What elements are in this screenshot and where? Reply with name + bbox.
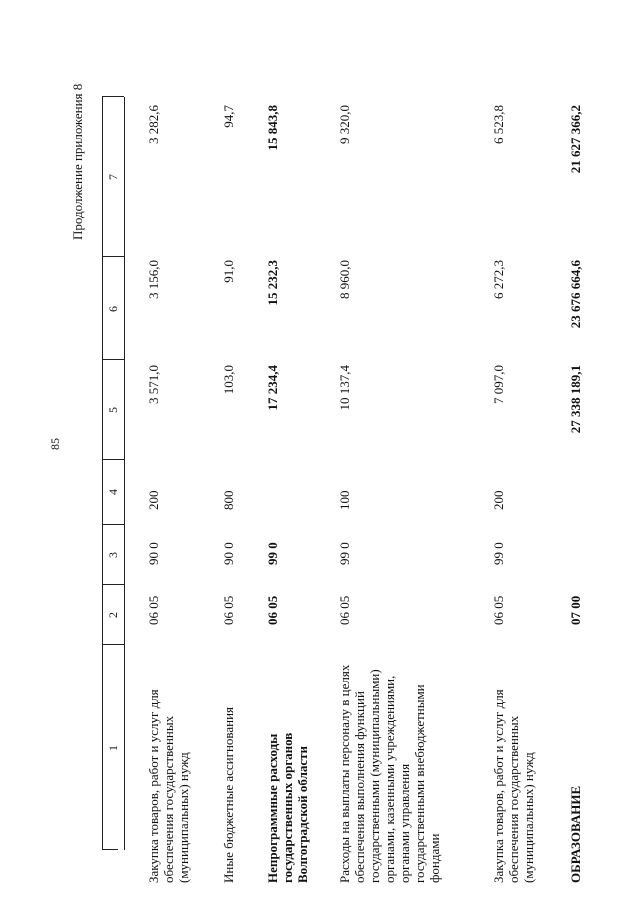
header-col-5: 5 — [106, 407, 120, 413]
column-divider — [102, 96, 124, 97]
row-section: 06 05 — [491, 595, 506, 625]
row-value-col6: 91,0 — [221, 260, 236, 283]
row-section: 06 05 — [221, 595, 236, 625]
row-name: Непрограммные расходы государственных органов Волгоградской области — [265, 732, 310, 883]
header-col-1: 1 — [106, 745, 120, 751]
row-target: 90 0 — [146, 542, 161, 565]
row-value-col7: 3 282,6 — [146, 105, 161, 144]
table-top-border — [102, 97, 103, 850]
row-name: Расходы на выплаты персоналу в целях обеспечения выполнения функций государственными (муниципальными) органами, казенными учреждениями, органами управления государственными внебюджетными фондами — [337, 664, 442, 883]
row-value-col7: 6 523,8 — [491, 105, 506, 144]
row-value-col7: 94,7 — [221, 105, 236, 128]
header-bottom-border — [124, 97, 125, 850]
column-divider — [102, 849, 118, 850]
row-value-col6: 15 232,3 — [265, 260, 280, 306]
row-section: 07 00 — [568, 595, 583, 625]
row-section: 06 05 — [146, 595, 161, 625]
header-col-3: 3 — [106, 552, 120, 558]
column-divider — [102, 459, 124, 460]
page-number: 85 — [48, 438, 62, 450]
continuation-label: Продолжение приложения 8 — [70, 83, 85, 240]
column-divider — [102, 644, 124, 645]
header-col-2: 2 — [106, 612, 120, 618]
row-value-col5: 3 571,0 — [146, 365, 161, 404]
row-kind: 800 — [221, 490, 236, 510]
header-col-7: 7 — [106, 174, 120, 180]
row-value-col7: 9 320,0 — [337, 105, 352, 144]
row-value-col5: 27 338 189,1 — [568, 365, 583, 434]
header-col-4: 4 — [106, 489, 120, 495]
row-target: 99 0 — [265, 542, 280, 565]
column-divider — [102, 359, 124, 360]
row-kind: 200 — [491, 490, 506, 510]
column-divider — [102, 256, 124, 257]
row-value-col5: 10 137,4 — [337, 365, 352, 411]
column-divider — [102, 584, 124, 585]
row-value-col6: 6 272,3 — [491, 260, 506, 299]
row-value-col6: 8 960,0 — [337, 260, 352, 299]
row-value-col5: 7 097,0 — [491, 365, 506, 404]
row-name: ОБРАЗОВАНИЕ — [568, 785, 583, 883]
row-section: 06 05 — [265, 595, 280, 625]
row-kind: 100 — [337, 490, 352, 510]
row-target: 99 0 — [491, 542, 506, 565]
row-value-col6: 23 676 664,6 — [568, 260, 583, 329]
row-name: Иные бюджетные ассигнования — [221, 706, 236, 883]
header-col-6: 6 — [106, 306, 120, 312]
column-divider — [102, 524, 124, 525]
row-value-col5: 103,0 — [221, 365, 236, 395]
row-target: 90 0 — [221, 542, 236, 565]
row-value-col5: 17 234,4 — [265, 365, 280, 411]
row-name: Закупка товаров, работ и услуг для обеспечения государственных (муниципальных) нужд — [146, 689, 191, 883]
row-value-col7: 15 843,8 — [265, 105, 280, 151]
row-value-col6: 3 156,0 — [146, 260, 161, 299]
row-section: 06 05 — [337, 595, 352, 625]
row-value-col7: 21 627 366,2 — [568, 105, 583, 174]
row-target: 99 0 — [337, 542, 352, 565]
row-kind: 200 — [146, 490, 161, 510]
row-name: Закупка товаров, работ и услуг для обеспечения государственных (муниципальных) нужд — [491, 689, 536, 883]
